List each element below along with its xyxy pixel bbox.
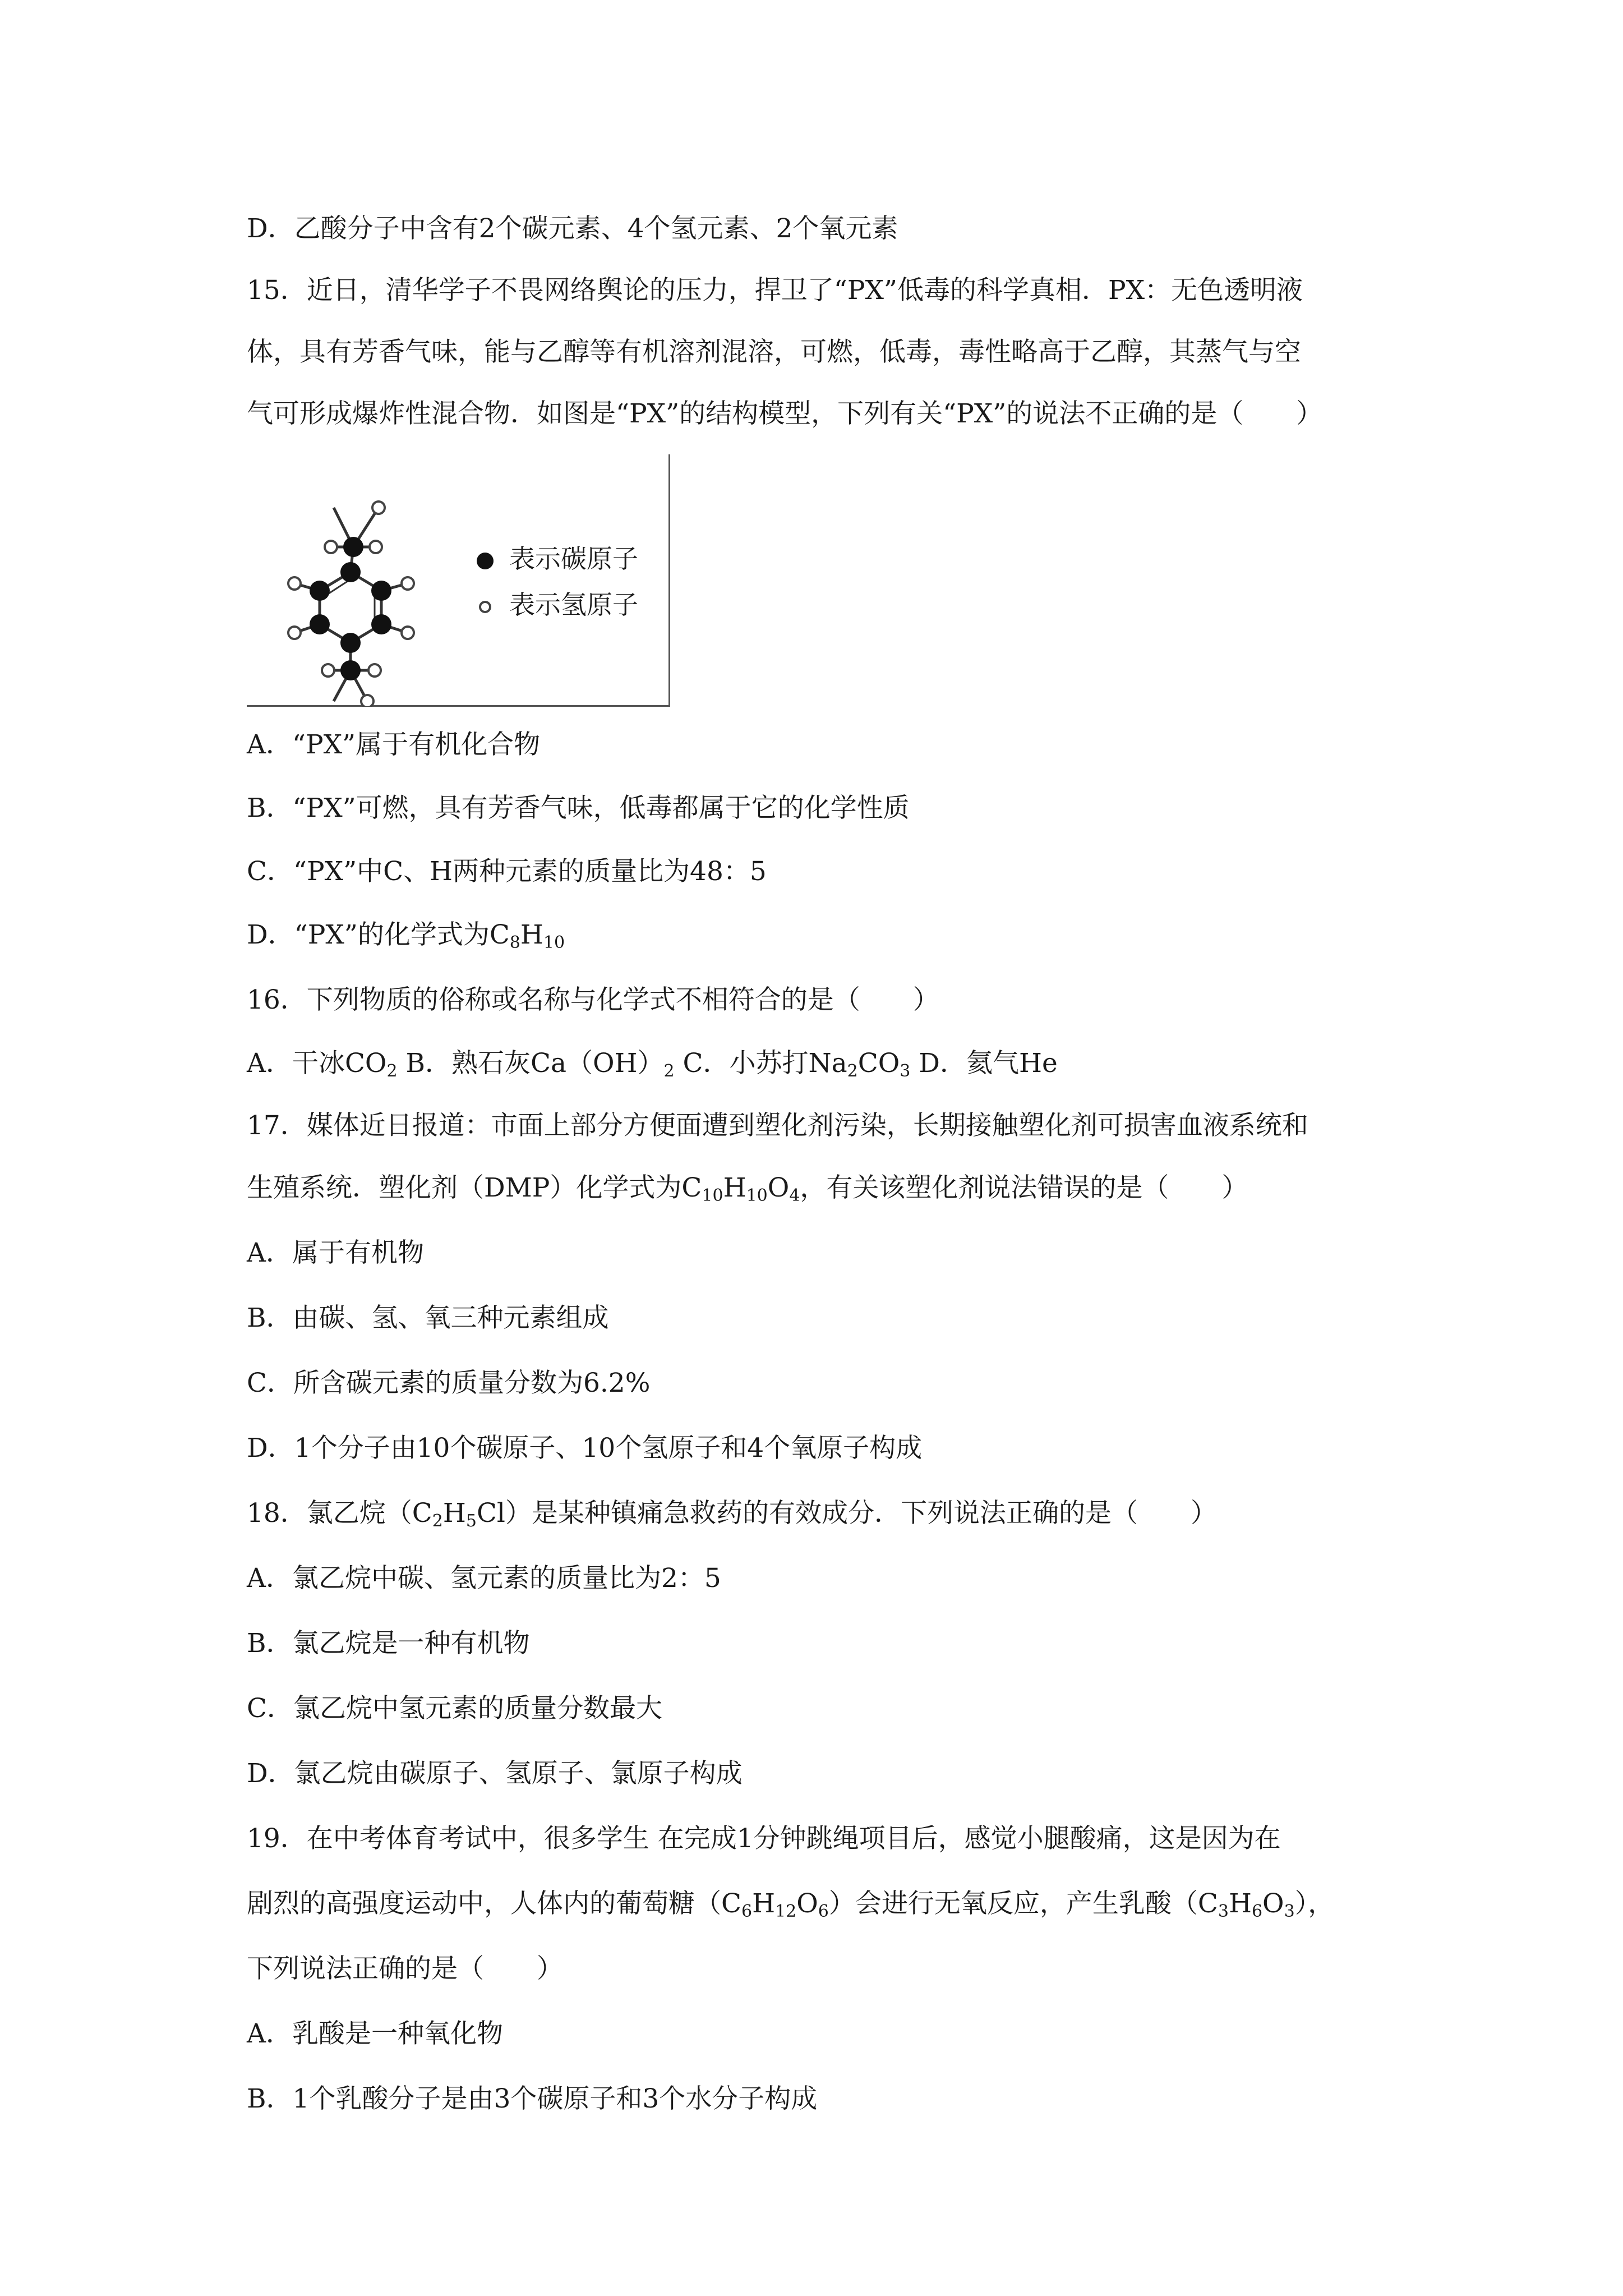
px-molecule-diagram [247, 454, 670, 707]
q19-stem-line2: 剧烈的高强度运动中，人体内的葡萄糖$(C_6H_{12}O_6)$会进行无氧反应，产生乳酸$(C_3H_6O_3)$， [247, 1888, 1335, 1921]
q17-option-a: A．属于有机物 [247, 1237, 424, 1268]
q18-stem: 18．氯乙烷$(C_2H_5Cl)$是某种镇痛急救药的有效成分．下列说法正确的是（ ） [247, 1498, 1217, 1531]
q15-stem-line3: 气可形成爆炸性混合物．如图是“PX”的结构模型，下列有关“PX”的说法不正确的是（ ） [247, 398, 1323, 429]
q17-option-c: C．所含碳元素的质量分数为6.2% [247, 1368, 651, 1398]
legend-hydrogen [477, 589, 638, 620]
carbon-atom-icon [477, 553, 494, 569]
q18-option-c: C．氯乙烷中氢元素的质量分数最大 [247, 1693, 662, 1724]
q17-stem-line1: 17．媒体近日报道：市面上部分方便面遭到塑化剂污染，长期接触塑化剂可损害血液系统和 [247, 1110, 1308, 1141]
q15-option-c: C．“PX”中C、H两种元素的质量比为48：5 [247, 856, 767, 887]
q15-option-b: B．“PX”可燃，具有芳香气味，低毒都属于它的化学性质 [247, 793, 910, 823]
q19-stem-line3: 下列说法正确的是（ ） [247, 1953, 563, 1984]
q15-stem-line1: 15．近日，清华学子不畏网络舆论的压力，捍卫了“PX”低毒的科学真相．PX：无色透明液 [247, 275, 1303, 306]
q18-option-d: D．氯乙烷由碳原子、氢原子、氯原子构成 [247, 1758, 743, 1789]
q19-option-a: A．乳酸是一种氧化物 [247, 2018, 503, 2049]
q17-option-b: B．由碳、氢、氧三种元素组成 [247, 1303, 609, 1333]
q17-option-d: D．1个分子由10个碳原子、10个氢原子和4个氧原子构成 [247, 1433, 923, 1464]
q16-stem: 16．下列物质的俗称或名称与化学式不相符合的是（ ） [247, 984, 939, 1015]
legend-carbon [477, 543, 638, 574]
px-structure-figure [247, 454, 670, 707]
q18-option-b: B．氯乙烷是一种有机物 [247, 1628, 530, 1659]
q17-stem-line2: 生殖系统．塑化剂（DMP）化学式为$C_{10}H_{10}O_4$，有关该塑化剂说法错误的是（ ） [247, 1172, 1248, 1205]
q15-option-a: A．“PX”属于有机化合物 [247, 729, 541, 760]
legend-carbon-label: 表示碳原子 [509, 544, 638, 574]
q18-option-a: A．氯乙烷中碳、氢元素的质量比为2：5 [247, 1563, 721, 1594]
q16-options: A．干冰$CO_2$ B．熟石灰$Ca(OH)_2$ C．小苏打$Na_2CO_3$ D．氦气He [247, 1048, 1058, 1081]
q19-option-b: B．1个乳酸分子是由3个碳原子和3个水分子构成 [247, 2083, 818, 2114]
q14-option-d: D．乙酸分子中含有2个碳元素、4个氢元素、2个氧元素 [247, 213, 898, 244]
hydrogen-atom-icon [479, 601, 491, 613]
legend-hydrogen-label: 表示氢原子 [509, 590, 638, 620]
q15-stem-line2: 体，具有芳香气味，能与乙醇等有机溶剂混溶，可燃，低毒，毒性略高于乙醇，其蒸气与空 [247, 337, 1301, 367]
q15-option-d: D．“PX”的化学式为$C_8H_{10}$ [247, 919, 565, 953]
q19-stem-line1: 19．在中考体育考试中，很多学生 在完成1分钟跳绳项目后，感觉小腿酸痛，这是因为在 [247, 1823, 1281, 1854]
